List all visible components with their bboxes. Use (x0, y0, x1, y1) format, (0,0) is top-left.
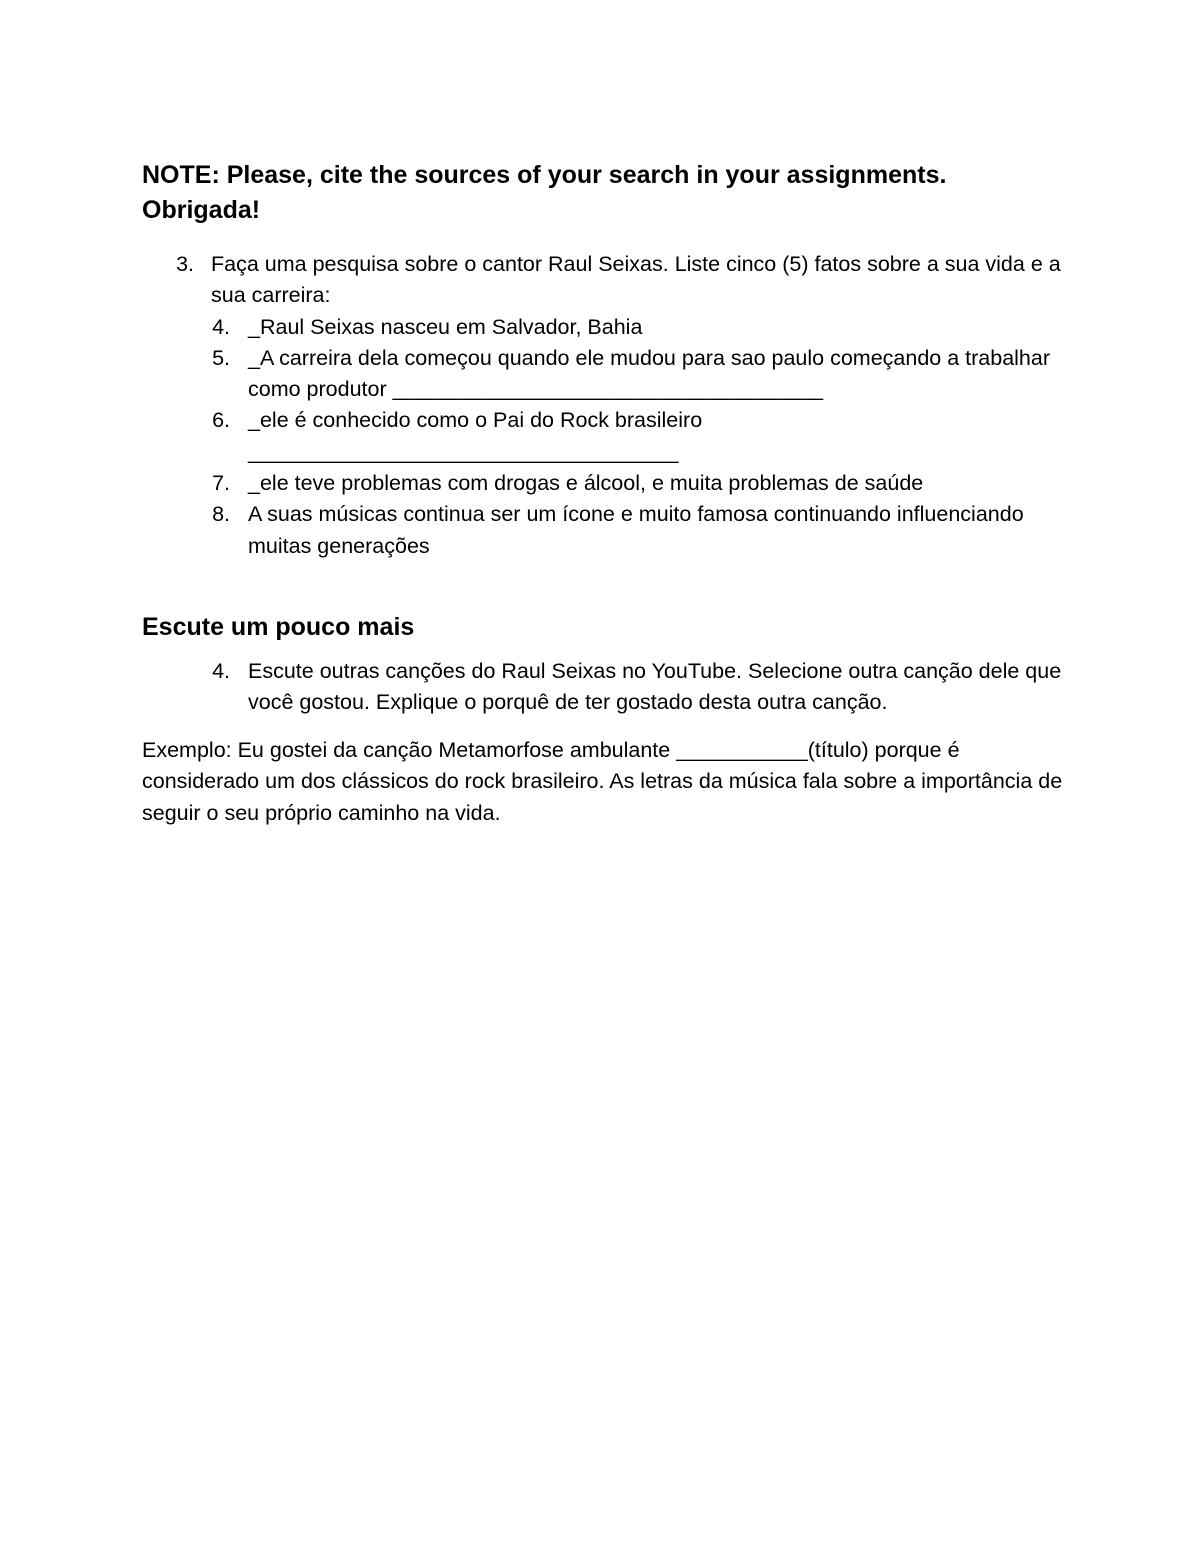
list-item (142, 499, 1072, 562)
list-item-number: 4. (212, 314, 230, 339)
list-item (142, 656, 1072, 719)
listening-list (142, 656, 1072, 719)
note-thanks: Obrigada! (142, 196, 261, 224)
list-item-number: 6. (212, 408, 230, 433)
list-item-text: _ele é conhecido como o Pai do Rock brasileiro ____________________________________ (248, 408, 703, 464)
list-item (142, 468, 1072, 499)
research-list (142, 249, 1072, 562)
list-item-text: _Raul Seixas nasceu em Salvador, Bahia (248, 314, 643, 339)
list-item-text: Escute outras canções do Raul Seixas no YouTube. Selecione outra canção dele que você gostou. Explique o porquê de ter gostado desta outra canção. (248, 659, 1062, 715)
list-item (142, 312, 1072, 343)
list-item-text: Faça uma pesquisa sobre o cantor Raul Seixas. Liste cinco (5) fatos sobre a sua vida e a sua carreira: (211, 252, 1061, 308)
list-item-text: _A carreira dela começou quando ele mudou para sao paulo começando a trabalhar como produtor ____________________________________ (248, 345, 1050, 402)
list-item (142, 249, 1072, 312)
list-item-text: A suas músicas continua ser um ícone e muito famosa continuando influenciando muitas generações (248, 502, 1024, 558)
list-item-number: 5. (212, 345, 230, 370)
list-item-number: 7. (212, 471, 230, 496)
section-heading: Escute um pouco mais (142, 613, 415, 641)
example-paragraph: Exemplo: Eu gostei da canção Metamorfose ambulante ___________(título) porque é considerado um dos clássicos do rock brasileiro. As letras da música fala sobre a importância de seguir o seu próprio caminho na vida. (142, 738, 1063, 825)
list-item-number: 8. (212, 502, 230, 527)
list-item (142, 405, 1072, 468)
list-item-text: _ele teve problemas com drogas e álcool, e muita problemas de saúde (248, 471, 924, 496)
note-block (142, 158, 1072, 228)
list-item (142, 343, 1072, 406)
list-item-number: 3. (176, 252, 194, 276)
list-item-number: 4. (212, 659, 230, 683)
note-line: NOTE: Please, cite the sources of your search in your assignments. (142, 161, 947, 189)
